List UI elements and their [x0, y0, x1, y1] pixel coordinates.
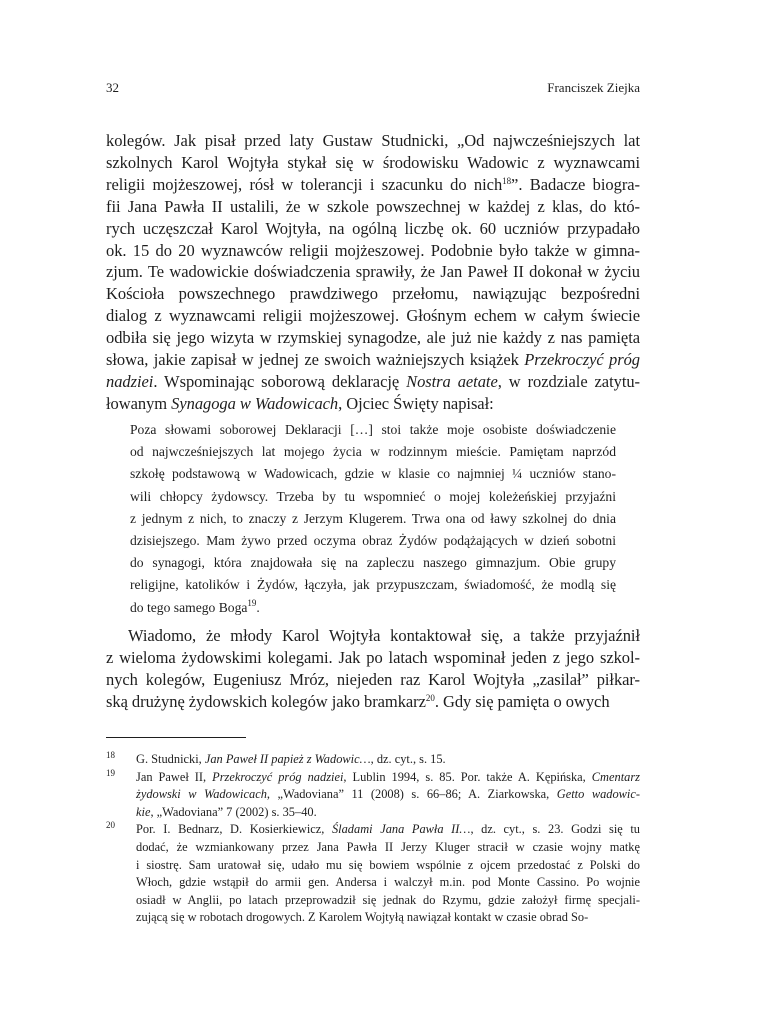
block-quote: [130, 419, 616, 619]
text-line: religii mojżeszowej, rósł w tolerancji i szacunku do nich$^{18}$”. Badacze biogra-: [106, 174, 640, 194]
footnote-line: i siostrę. Sam uratował się, udało mu się bowiem wspólnie z ojcem przedostać z Polski do: [136, 857, 640, 872]
footnote-line: Por. I. Bednarz, D. Kosierkiewicz, Śladami Jana Pawła II…, dz. cyt., s. 23. Godzi się tu: [136, 822, 641, 837]
quote-line: do synagogi, która znajdowała się na zapleczu naszego gimnazjum. Obie grupy: [130, 555, 616, 571]
text-line: zjum. Te wadowickie doświadczenia sprawiły, że Jan Paweł II dokonał w życiu: [106, 262, 640, 282]
text-line: Wiadomo, że młody Karol Wojtyła kontaktował się, a także przyjaźnił: [128, 626, 640, 645]
footnote-marker: 20: [425, 692, 435, 703]
footnote-line: osiadł w Anglii, po latach przeprowadził się jednak do Rzymu, gdzie założył firmę specjali-: [136, 892, 640, 907]
page-number: 32: [106, 80, 119, 95]
footnotes: [106, 751, 640, 927]
paragraph-1: [106, 130, 640, 415]
text-line: słowa, jakie zapisał w jednej ze swoich ważniejszych książek Przekroczyć próg: [106, 350, 640, 370]
footnote-separator: [106, 737, 246, 738]
text-line: kolegów. Jak pisał przed laty Gustaw Studnicki, „Od najwcześniejszych lat: [106, 131, 640, 150]
running-head-author: Franciszek Ziejka: [547, 80, 640, 95]
quote-line: religijne, katolików i Żydów, łączyła, jak przypuszczam, świadomość, że modlą się: [130, 577, 616, 593]
quote-line: od najwcześniejszych lat mojego życia w rodzinnym mieście. Pamiętam naprzód: [130, 444, 616, 460]
paragraph-2: [106, 625, 640, 713]
text-line: dialog z wyznawcami religii mojżeszowej. Głośnym echem w całym świecie: [106, 306, 640, 326]
text-line: z wieloma żydowskimi kolegami. Jak po latach wspominał jeden z jego szkol-: [106, 647, 640, 667]
text-line: łowanym Synagoga w Wadowicach, Ojciec Święty napisał:: [106, 393, 494, 413]
quote-line: do tego samego Boga$^{19}$.: [130, 597, 260, 615]
text-line: odbiła się jego wizyta w rzymskiej synagodze, ale już nie każdy z nas pamięta: [106, 328, 640, 348]
footnote-line: dodać, że wzmiankowany przez Jana Pawła II Jerzy Kluger stracił w czasie wojny matkę: [136, 839, 640, 854]
text-line: fii Jana Pawła II ustalili, że w szkole powszechnej w każdej z klas, do któ-: [106, 196, 640, 216]
quote-line: wili chłopcy żydowscy. Trzeba by tu wspomnieć o mojej koleżeńskiej przyjaźni: [130, 488, 616, 504]
footnote-number: 20: [106, 820, 115, 831]
footnote-line: G. Studnicki, Jan Paweł II papież z Wadowic…, dz. cyt., s. 15.: [136, 752, 446, 766]
footnote-marker: 18: [502, 175, 512, 186]
text-line: nadziei. Wspominając soborową deklarację Nostra aetate, w rozdziale zatytu-: [106, 371, 640, 391]
footnote-20: [106, 821, 640, 927]
text-line: ok. 15 do 20 wyznawców religii mojżeszowej. Podobnie było także w gimna-: [106, 240, 640, 260]
text-line: ską drużynę żydowskich kolegów jako bramkarz$^{20}$. Gdy się pamięta o owych: [106, 691, 610, 711]
page-header: [106, 80, 640, 100]
text-line: rych uczęszczał Karol Wojtyła, na ogólną liczbę ok. 60 uczniów przypadało: [106, 218, 640, 238]
quote-line: szkołę podstawową w Wadowicach, gdzie w klasie co najmniej ¼ uczniów stano-: [130, 466, 616, 482]
footnote-marker: 19: [247, 597, 257, 608]
quote-line: Poza słowami soborowej Deklaracji […] stoi także moje osobiste doświadczenie: [130, 422, 616, 437]
text-line: szkolnych Karol Wojtyła stykał się w środowisku Wadowic z wyznawcami: [106, 152, 640, 172]
footnote-line: kie, „Wadoviana” 7 (2002) s. 35–40.: [136, 804, 317, 819]
quote-line: dzisiejszego. Mam żywo przed oczyma obraz Żydów podążających w dzień sobotni: [130, 533, 616, 549]
quote-line: z jednym z nich, to znaczy z Jerzym Klugerem. Trwa ona od ławy szkolnej do dnia: [130, 510, 616, 526]
text-line: nych kolegów, Eugeniusz Mróz, niejeden raz Karol Wojtyła „zasilał” piłkar-: [106, 669, 640, 689]
footnote-line: Włoch, gdzie wstąpił do armii gen. Andersa i walczył m.in. pod Monte Cassino. Po wojnie: [136, 875, 640, 890]
footnote-19: [106, 769, 640, 822]
footnote-number: 19: [106, 767, 115, 778]
footnote-line: żydowski w Wadowicach, „Wadoviana” 11 (2008) s. 66–86; A. Ziarkowska, Getto wadowic-: [136, 787, 641, 802]
footnote-line: zującą się w robotach drogowych. Z Karolem Wojtyłą nawiązał kontakt w czasie obrad So-: [136, 910, 589, 925]
text-line: Kościoła powszechnego prawdziwego przełomu, nawiązując bezpośredni: [106, 284, 640, 304]
footnote-18: [106, 751, 640, 769]
footnote-line: Jan Paweł II, Przekroczyć próg nadziei, Lublin 1994, s. 85. Por. także A. Kępińska, Cmentarz: [136, 769, 640, 784]
footnote-number: 18: [106, 750, 115, 760]
